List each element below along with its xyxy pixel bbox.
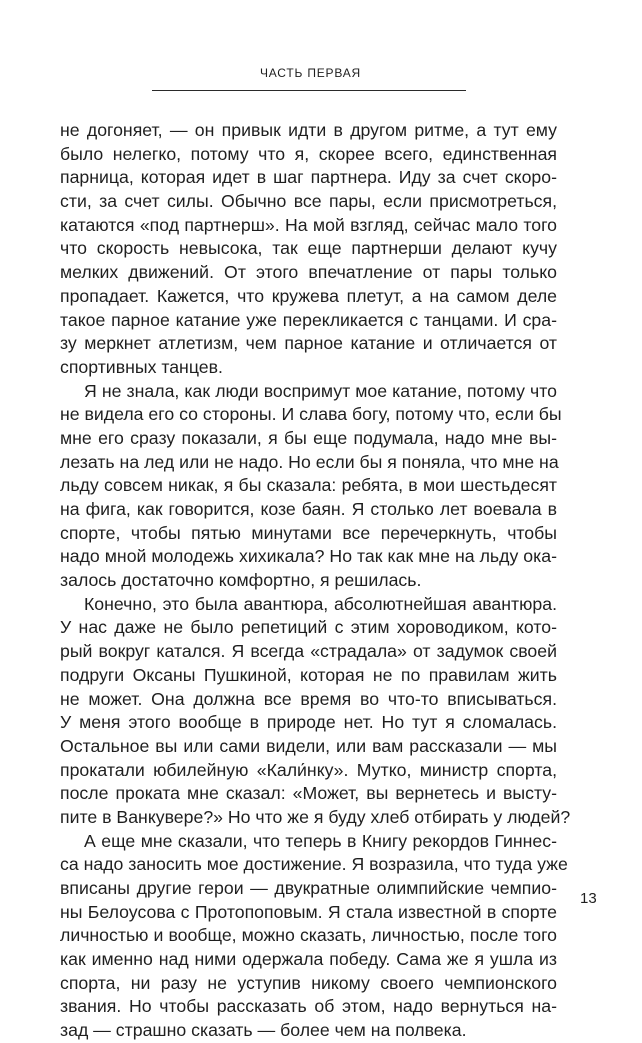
paragraph-first-line: Я не знала, как люди воспримут мое катание, потому что [84,380,557,401]
text-line: вписаны другие герои — двукратные олимпийские чемпио- [60,878,557,898]
text-line: лезать на лед или не надо. Но если бы я поняла, что мне на [60,451,559,472]
text-line: зад — страшно сказать — более чем на полвека. [60,1020,467,1041]
text-line: подруги Оксаны Пушкиной, которая не по правилам жить [60,664,557,685]
text-line: надо мной молодежь хихикала? Но так как мне на льду ока- [60,546,557,567]
body-text [60,119,571,1043]
running-title: ЧАСТЬ ПЕРВАЯ [259,66,362,80]
text-line: мне его сразу показали, я бы еще подумала, надо мне вы- [60,427,557,448]
text-line: не может. Она должна все время во что-то вписываться. [60,688,557,709]
text-line: залось достаточно комфортно, я решилась. [60,570,422,591]
text-line: не догоняет, — он привык идти в другом ритме, а тут ему [60,120,557,140]
text-line: мелких движений. От этого впечатление от пары только [60,262,557,283]
text-line: спорта, ни разу не уступив никому своего чемпионского [60,972,557,993]
page-number: 13 [580,890,597,907]
text-line: после проката мне сказал: «Может, вы вернетесь и высту- [60,783,557,804]
text-line: У нас даже не было репетиций с этим хороводиком, кото- [60,617,557,638]
text-line: У меня этого вообще в природе нет. Но тут я сломалась. [60,712,557,733]
text-line: что скорость невысока, так еще партнерши делают кучу [60,238,557,259]
text-line: льду совсем никак, я бы сказала: ребята, в мои шестьдесят [60,475,557,496]
text-line: личностью и вообще, можно сказать, личностью, после того [60,925,557,946]
text-line: прокатали юбилейную «Кали́нку». Мутко, министр спорта, [60,759,557,780]
text-line: парница, которая идет в шаг партнера. Иду за счет скоро- [60,167,557,188]
text-line: зу меркнет атлетизм, чем парное катание и отличается от [60,333,557,354]
text-line: такое парное катание уже перекликается с танцами. И сра- [60,309,557,330]
text-line: на фига, как говорится, козе баян. Я столько лет воевала в [60,499,557,519]
text-line: сти, за счет силы. Обычно все пары, если присмотреться, [60,191,557,212]
paragraph-first-line: Конечно, это была авантюра, абсолютнейшая авантюра. [84,593,557,614]
text-line: звания. Но чтобы рассказать об этом, надо вернуться на- [60,996,557,1017]
text-line: спорте, чтобы пятью минутами все перечеркнуть, чтобы [60,522,557,543]
text-line: пите в Ванкувере?» Но что же я буду хлеб отбирать у людей? [60,806,571,827]
text-line: не видела его со стороны. И слава богу, потому что, если бы [60,404,562,425]
text-line: было нелегко, потому что я, скорее всего, единственная [60,143,557,164]
paragraph-first-line: А еще мне сказали, что теперь в Книгу рекордов Гиннес- [84,830,557,851]
header-rule [152,90,466,91]
text-line: катаются «под партнерш». На мой взгляд, сейчас мало того [60,214,557,235]
text-line: рый вокруг катался. Я всегда «страдала» от задумок своей [60,641,557,662]
text-line: са надо заносить мое достижение. Я возразила, что туда уже [60,854,568,875]
text-line: спортивных танцев. [60,356,223,377]
text-line: Остальное вы или сами видели, или вам рассказали — мы [60,735,557,756]
text-line: как именно над ними одержала победу. Сама же я ушла из [60,949,557,970]
text-line: ны Белоусова с Протопоповым. Я стала известной в спорте [60,901,557,922]
text-line: пропадает. Кажется, что кружева плетут, а на самом деле [60,285,557,306]
